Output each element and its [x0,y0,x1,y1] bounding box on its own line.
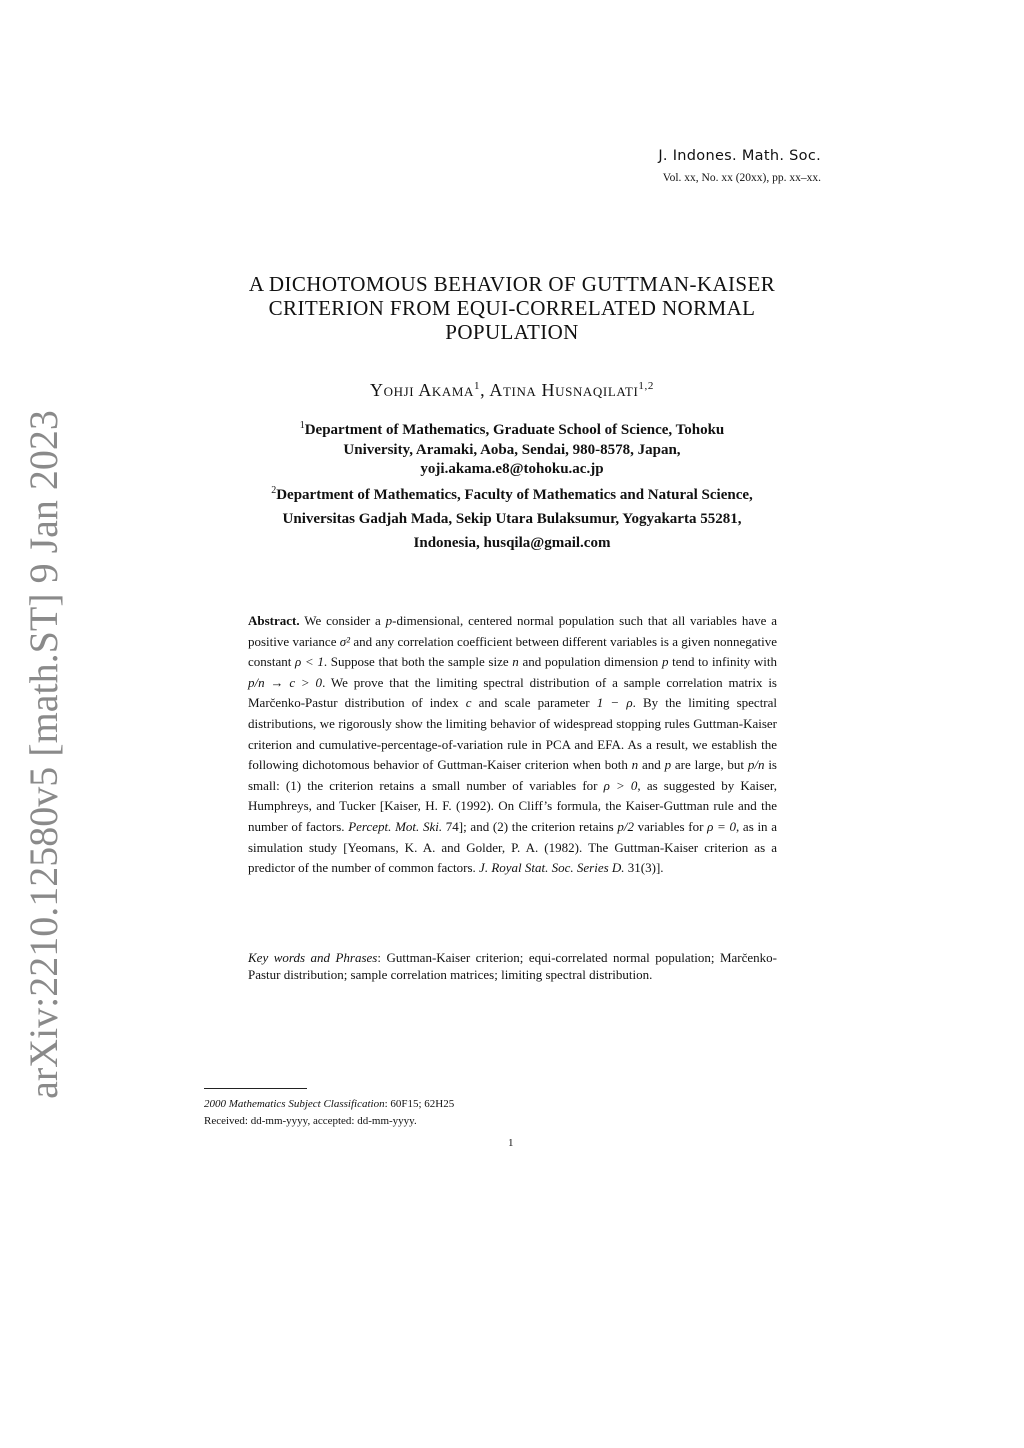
author-separator: , [480,380,490,400]
affiliation-1 [180,416,844,480]
abstract-text: 74]; and (2) the criterion retains [442,818,618,834]
math-inline: ρ = 0 [707,818,736,834]
affiliation-email: yoji.akama.e8@tohoku.ac.jp [420,461,604,477]
journal-citation: Percept. Mot. Ski. [348,818,443,834]
journal-volume: Vol. xx, No. xx (20xx), pp. xx–xx. [662,172,821,184]
keywords-text: : Guttman-Kaiser criterion; equi-correlated normal population; Marčenko-Pastur distribution; sample correlation matrices; limiting spectral distribution. [248,950,778,982]
abstract-text: . Suppose that both the sample size [323,654,513,670]
title-line-3: POPULATION [445,320,579,344]
math-inline: 1 − ρ [596,695,633,711]
math-inline: ρ < 1 [294,654,324,670]
author-list [180,380,844,401]
keywords [248,950,777,984]
arxiv-stamp [4,409,82,1099]
math-inline: n [512,654,519,670]
math-inline: σ² [339,633,351,649]
math-inline: c [465,695,472,711]
abstract-text: . We prove that the limiting spectral distribution of a sample correlation matrix is Marčenko-Pastur distribution of index [248,674,777,711]
abstract-text: tend to infinity with [668,654,777,670]
math-inline: p/n → c > 0 [248,674,323,690]
abstract-text: 31(3)]. [624,860,664,876]
received-dates: Received: dd-mm-yyyy, accepted: dd-mm-yyyy. [204,1115,417,1127]
affiliation-2 [180,479,844,555]
abstract-text: and scale parameter [471,695,597,711]
math-inline: p/n [747,757,765,773]
affiliation-line: Department of Mathematics, Graduate School of Science, Tohoku [304,422,725,438]
affiliation-line: University, Aramaki, Aoba, Sendai, 980-8578, Japan, [343,441,681,458]
author-name: Yohji Akama [370,380,475,400]
math-inline: n [631,757,639,773]
abstract-text: and [638,757,665,773]
abstract-text: are large, but [671,757,748,773]
author-affiliation-mark: 1,2 [638,380,654,392]
abstract-text: and population dimension [518,654,662,670]
author-affiliation-mark: 1 [474,380,481,392]
page-number: 1 [508,1137,514,1149]
math-inline: p [661,654,669,670]
affiliation-line: Department of Mathematics, Faculty of Mathematics and Natural Science, [276,487,753,503]
abstract-text: and any correlation coefficient between different variables is a given nonnegative constant [248,633,777,670]
abstract-text: -dimensional, centered normal population such that all variables have a positive variance [248,613,778,649]
arxiv-stamp-text: arXiv:2210.12580v5 [math.ST] 9 Jan 2023 [20,409,66,1099]
math-inline: p [385,613,393,628]
abstract-text: , as suggested by Kaiser, Humphreys, and Tucker [Kaiser, H. F. (1992). On Cliff’s formula, the Kaiser-Guttman rule and the number of factors. [248,777,777,834]
footnote-divider [204,1088,307,1089]
abstract-text: We consider a [299,613,386,628]
title-line-1: A DICHOTOMOUS BEHAVIOR OF GUTTMAN-KAISER [248,272,776,296]
math-inline: p [664,757,672,773]
math-inline: ρ > 0 [603,777,638,793]
abstract-label: Abstract. [248,613,300,628]
affiliation-mark: 1 [299,420,305,431]
msc-label: 2000 Mathematics Subject Classification [204,1098,385,1110]
abstract-text: . By the limiting spectral distributions, we rigorously show the limiting behavior of widespread stopping rules Guttman-Kaiser criterion and cumulative-percentage-of-variation rule in PCA and EFA. As a result, we establish the following dichotomous behavior of Guttman-Kaiser criterion when both [248,695,778,773]
journal-name: J. Indones. Math. Soc. [658,148,821,164]
math-inline: p/2 [617,818,634,834]
msc-value: : 60F15; 62H25 [384,1098,455,1110]
journal-citation: J. Royal Stat. Soc. Series D. [479,860,625,876]
author-name: Atina Husnaqilati [489,380,639,400]
abstract-text: , as in a simulation study [Yeomans, K. A. and Golder, P. A. (1982). The Guttman-Kaiser criterion as a predictor of the number of common factors. [248,818,778,876]
abstract-text: variables for [633,818,708,834]
paper-title [180,272,844,344]
keywords-label: Key words and Phrases [248,950,378,965]
title-line-2: CRITERION FROM EQUI-CORRELATED NORMAL [268,296,756,320]
affiliation-mark: 2 [271,485,277,496]
abstract-text: is small: (1) the criterion retains a small number of variables for [248,757,777,793]
abstract [248,611,777,879]
affiliation-email: Indonesia, husqila@gmail.com [413,535,611,551]
msc-classification [204,1098,454,1110]
affiliation-line: Universitas Gadjah Mada, Sekip Utara Bulaksumur, Yogyakarta 55281, [282,511,742,527]
